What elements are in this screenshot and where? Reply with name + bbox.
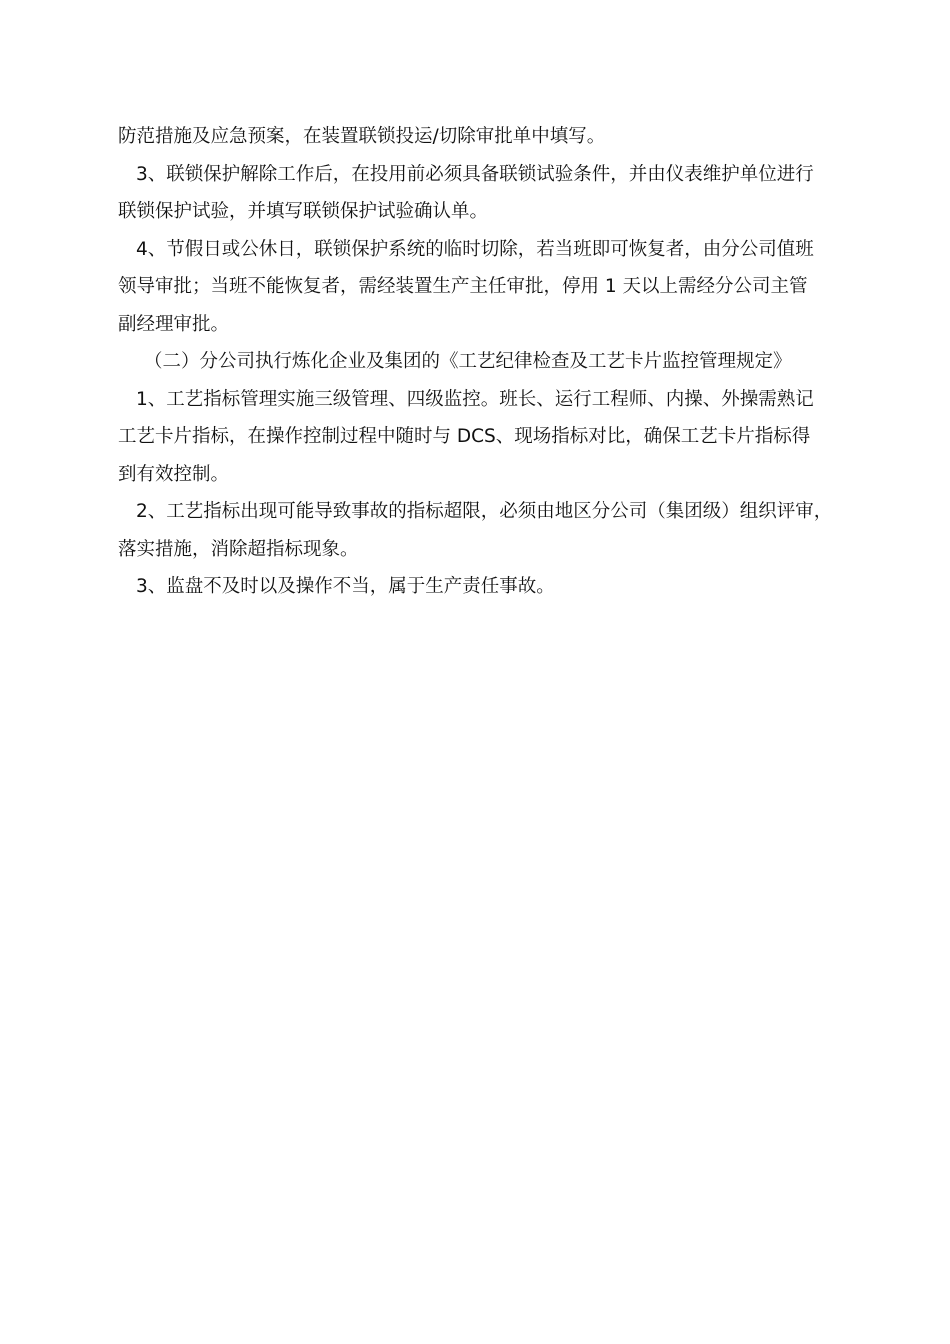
paragraph-line: 落实措施，消除超指标现象。 — [118, 538, 359, 560]
paragraph-line: 联锁保护试验，并填写联锁保护试验确认单。 — [118, 201, 489, 222]
paragraph-line: 4、节假日或公休日，联锁保护系统的临时切除，若当班即可恢复者，由分公司值班 — [136, 238, 814, 260]
paragraph-line: 3、联锁保护解除工作后，在投用前必须具备联锁试验条件，并由仪表维护单位进行 — [136, 163, 814, 185]
paragraph-line: 防范措施及应急预案，在装置联锁投运/切除审批单中填写。 — [118, 126, 606, 147]
paragraph-line: 到有效控制。 — [118, 463, 230, 485]
paragraph-line: 工艺卡片指标，在操作控制过程中随时与 DCS、现场指标对比，确保工艺卡片指标得 — [118, 426, 811, 447]
document-body — [118, 118, 838, 606]
paragraph-line: 1、工艺指标管理实施三级管理、四级监控。班长、运行工程师、内操、外操需熟记 — [136, 388, 814, 410]
paragraph-line: 3、监盘不及时以及操作不当，属于生产责任事故。 — [136, 576, 555, 597]
paragraph-line: 2、工艺指标出现可能导致事故的指标超限，必须由地区分公司（集团级）组织评审， — [136, 501, 833, 522]
paragraph-line: 领导审批；当班不能恢复者，需经装置生产主任审批，停用 1 天以上需经分公司主管 — [118, 276, 808, 297]
section-heading: （二）分公司执行炼化企业及集团的《工艺纪律检查及工艺卡片监控管理规定》 — [144, 351, 792, 372]
paragraph-line: 副经理审批。 — [118, 313, 230, 335]
